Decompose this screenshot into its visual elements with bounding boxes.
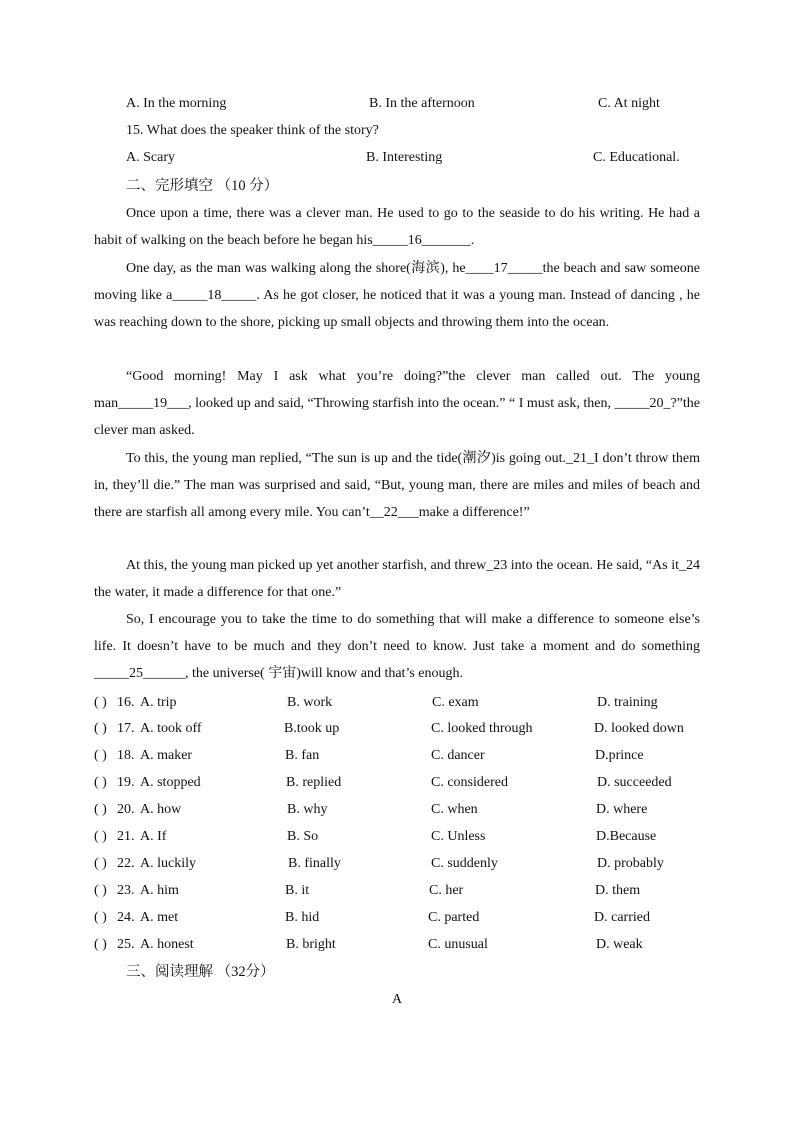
- choice-b: B. it: [285, 883, 310, 898]
- choice-b: B. why: [287, 802, 328, 817]
- choice-c: C. suddenly: [431, 856, 498, 871]
- q14-option-c: C. At night: [598, 96, 660, 111]
- passage-text-6: So, I encourage you to take the time to do something that will make a difference to someone else’s life. It doesn’t have to be much and they don’t need to know. Just take a moment and do something _____25______, the universe( 宇宙)will know and that’s enough.: [94, 612, 700, 681]
- choice-d: D. carried: [594, 910, 650, 925]
- passage-text-3: “Good morning! May I ask what you’re doing?”the clever man called out. The young man_____19___, looked up and said, “Throwing starfish into the ocean.” “ I must ask, then, _____20_?”the clever man asked.: [94, 369, 700, 438]
- choice-d: D. looked down: [594, 721, 684, 736]
- passage-text-5: At this, the young man picked up yet another starfish, and threw_23 into the ocean. He said, “As it_24 the water, it made a difference for that one.”: [94, 558, 700, 600]
- answer-bracket: ( ): [94, 748, 107, 763]
- answer-bracket: ( ): [94, 910, 107, 925]
- answer-bracket: ( ): [94, 721, 107, 736]
- choice-c: C. Unless: [431, 829, 486, 844]
- passage-paragraph-4: [94, 445, 700, 526]
- choice-d: D. succeeded: [597, 775, 672, 790]
- question-number: 19.: [117, 775, 135, 790]
- question-number: 24.: [117, 910, 135, 925]
- choice-b: B. So: [287, 829, 319, 844]
- section3-subtitle: A: [391, 992, 403, 1007]
- question-number: 23.: [117, 883, 135, 898]
- choice-c: C. considered: [431, 775, 508, 790]
- choice-a: A. him: [140, 883, 179, 898]
- choice-d: D. training: [597, 695, 658, 710]
- choice-c: C. parted: [428, 910, 480, 925]
- question-number: 25.: [117, 937, 135, 952]
- choice-c: C. her: [429, 883, 464, 898]
- choice-b: B. replied: [286, 775, 342, 790]
- choice-a: A. met: [140, 910, 179, 925]
- passage-paragraph-1: [94, 200, 700, 254]
- choice-b: B.took up: [284, 721, 340, 736]
- question-number: 18.: [117, 748, 135, 763]
- choice-b: B. fan: [285, 748, 320, 763]
- choice-a: A. took off: [140, 721, 202, 736]
- choice-b: B. hid: [285, 910, 320, 925]
- section3-title: 三、阅读理解 （32分）: [126, 964, 275, 980]
- question-number: 22.: [117, 856, 135, 871]
- q14-option-b: B. In the afternoon: [369, 96, 475, 111]
- q15-option-a: A. Scary: [126, 150, 175, 165]
- choice-b: B. work: [287, 695, 333, 710]
- choice-a: A. stopped: [140, 775, 201, 790]
- question-number: 21.: [117, 829, 135, 844]
- question-number: 20.: [117, 802, 135, 817]
- passage-text-4: To this, the young man replied, “The sun is up and the tide(潮汐)is going out._21_I don’t throw them in, they’ll die.” The man was surprised and said, “But, young man, there are miles and miles of beach and there are starfish all among every mile. You can’t__22___make a difference!”: [94, 451, 700, 520]
- passage-paragraph-5: [94, 552, 700, 606]
- choice-a: A. trip: [140, 695, 177, 710]
- choice-d: D. them: [595, 883, 641, 898]
- answer-bracket: ( ): [94, 775, 107, 790]
- q15-question: 15. What does the speaker think of the story?: [126, 123, 379, 138]
- answer-bracket: ( ): [94, 937, 107, 952]
- choice-c: C. dancer: [431, 748, 485, 763]
- q15-option-c: C. Educational.: [593, 150, 680, 165]
- question-number: 17.: [117, 721, 135, 736]
- question-number: 16.: [117, 695, 135, 710]
- choice-a: A. how: [140, 802, 182, 817]
- choice-b: B. bright: [286, 937, 336, 952]
- choice-c: C. unusual: [428, 937, 488, 952]
- answer-bracket: ( ): [94, 883, 107, 898]
- choice-d: D. probably: [597, 856, 664, 871]
- q14-option-a: A. In the morning: [126, 96, 227, 111]
- q15-option-b: B. Interesting: [366, 150, 443, 165]
- choice-d: D. where: [596, 802, 648, 817]
- passage-text-1: Once upon a time, there was a clever man. He used to go to the seaside to do his writing. He had a habit of walking on the beach before he began his_____16_______.: [94, 206, 700, 248]
- choice-a: A. maker: [140, 748, 193, 763]
- choice-b: B. finally: [288, 856, 341, 871]
- answer-bracket: ( ): [94, 802, 107, 817]
- choice-d: D.Because: [596, 829, 657, 844]
- passage-text-2: One day, as the man was walking along the shore(海滨), he____17_____the beach and saw someone moving like a_____18_____. As he got closer, he noticed that it was a young man. Instead of dancing , he was reaching down to the shore, picking up small objects and throwing them into the ocean.: [94, 261, 700, 330]
- answer-bracket: ( ): [94, 829, 107, 844]
- choice-a: A. If: [140, 829, 167, 844]
- choice-c: C. exam: [432, 695, 479, 710]
- answer-bracket: ( ): [94, 695, 107, 710]
- choice-c: C. looked through: [431, 721, 533, 736]
- passage-paragraph-6: [94, 606, 700, 687]
- section2-title: 二、完形填空 （10 分）: [126, 178, 279, 194]
- choice-a: A. honest: [140, 937, 194, 952]
- choice-c: C. when: [431, 802, 478, 817]
- passage-paragraph-2: [94, 255, 700, 336]
- choice-a: A. luckily: [140, 856, 196, 871]
- answer-bracket: ( ): [94, 856, 107, 871]
- choice-d: D.prince: [595, 748, 644, 763]
- passage-paragraph-3: [94, 363, 700, 444]
- choice-d: D. weak: [596, 937, 643, 952]
